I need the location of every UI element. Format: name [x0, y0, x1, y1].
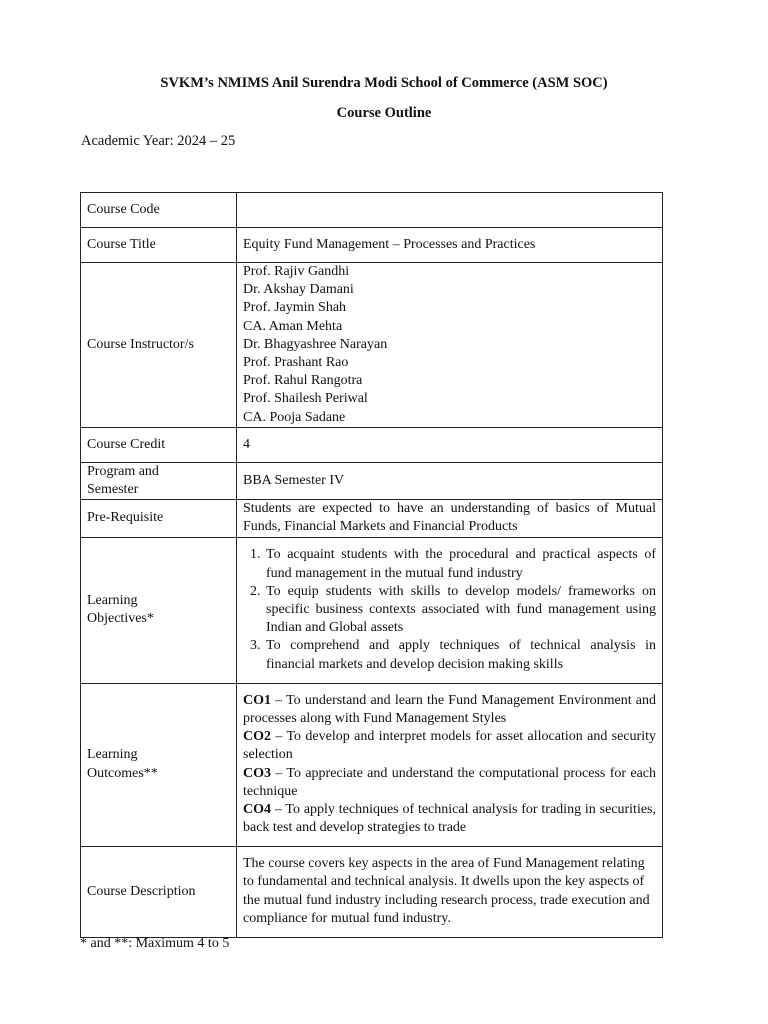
table-row — [81, 846, 663, 937]
objectives-label — [81, 537, 237, 683]
objective-item: 1. To acquaint students with the procedural and practical aspects of fund management in the mutual fund industry — [264, 546, 656, 582]
course-title-value: Equity Fund Management – Processes and Practices — [237, 228, 663, 263]
course-code-label: Course Code — [81, 193, 237, 228]
outcomes-label — [81, 683, 237, 846]
objective-item: 3. To comprehend and apply techniques of technical analysis in financial markets and develop decision making skills — [264, 637, 656, 673]
table-row — [81, 427, 663, 462]
instructor-name: Prof. Rajiv Gandhi — [243, 264, 350, 279]
outcome-item — [243, 728, 656, 764]
table-row — [81, 193, 663, 228]
instructor-name: CA. Aman Mehta — [243, 318, 343, 334]
table-row — [81, 228, 663, 263]
document-title: Course Outline — [336, 105, 432, 121]
table-row — [81, 683, 663, 846]
description-value: The course covers key aspects in the area of Fund Management relating to fundamental and technical analysis. It dwells upon the key aspects of the mutual fund industry including research process, trade execution and compliance for mutual fund industry. — [237, 846, 663, 937]
outcome-code: CO4 — [243, 802, 271, 818]
outcomes-label-line: Outcomes** — [87, 765, 158, 781]
instructors-label: Course Instructor/s — [81, 263, 237, 428]
outcome-text: – To appreciate and understand the computational process for each technique — [243, 765, 656, 799]
table-row — [81, 263, 663, 428]
prereq-label: Pre-Requisite — [81, 500, 237, 537]
course-title-label: Course Title — [81, 228, 237, 263]
objectives-list — [237, 537, 663, 683]
description-label: Course Description — [81, 846, 237, 937]
prereq-value: Students are expected to have an understanding of basics of Mutual Funds, Financial Markets and Financial Products — [237, 500, 663, 537]
outcomes-label-line: Learning — [87, 747, 138, 763]
program-label-line: Semester — [87, 482, 139, 498]
table-row — [81, 537, 663, 683]
course-code-value — [237, 193, 663, 228]
outcomes-list — [237, 683, 663, 846]
program-value: BBA Semester IV — [237, 462, 663, 499]
program-label-line: Program and — [87, 463, 159, 479]
instructor-name: Prof. Rahul Rangotra — [243, 373, 363, 389]
outcome-item — [243, 801, 656, 837]
instructor-name: Dr. Bhagyashree Narayan — [243, 336, 388, 352]
credit-label: Course Credit — [81, 427, 237, 462]
instructor-name: CA. Pooja Sadane — [243, 409, 346, 425]
instructor-name: Prof. Jaymin Shah — [243, 300, 347, 316]
objectives-label-line: Objectives* — [87, 611, 154, 627]
objectives-label-line: Learning — [87, 592, 138, 608]
credit-value: 4 — [237, 427, 663, 462]
outcome-item — [243, 692, 656, 728]
outcome-code: CO2 — [243, 729, 271, 745]
objective-item: 2. To equip students with skills to develop models/ frameworks on specific business contexts associated with fund management using Indian and Global assets — [264, 583, 656, 638]
program-label — [81, 462, 237, 499]
outcome-text: – To develop and interpret models for asset allocation and security selection — [243, 729, 656, 763]
outcome-item — [243, 765, 656, 801]
instructor-name: Prof. Prashant Rao — [243, 355, 349, 371]
institution-title: SVKM’s NMIMS Anil Surendra Modi School of Commerce (ASM SOC) — [160, 75, 608, 91]
academic-year: Academic Year: 2024 – 25 — [81, 133, 236, 149]
table-row — [81, 500, 663, 537]
footnote: * and **: Maximum 4 to 5 — [80, 936, 230, 951]
table-row — [81, 462, 663, 499]
instructor-name: Dr. Akshay Damani — [243, 282, 354, 298]
course-outline-table — [80, 192, 663, 938]
outcome-code: CO3 — [243, 765, 271, 781]
outcome-code: CO1 — [243, 692, 271, 708]
instructors-list — [237, 263, 663, 428]
outcome-text: – To apply techniques of technical analysis for trading in securities, back test and develop strategies to trade — [243, 802, 656, 836]
instructor-name: Prof. Shailesh Periwal — [243, 391, 368, 407]
outcome-text: – To understand and learn the Fund Management Environment and processes along with Fund Management Styles — [243, 692, 656, 727]
